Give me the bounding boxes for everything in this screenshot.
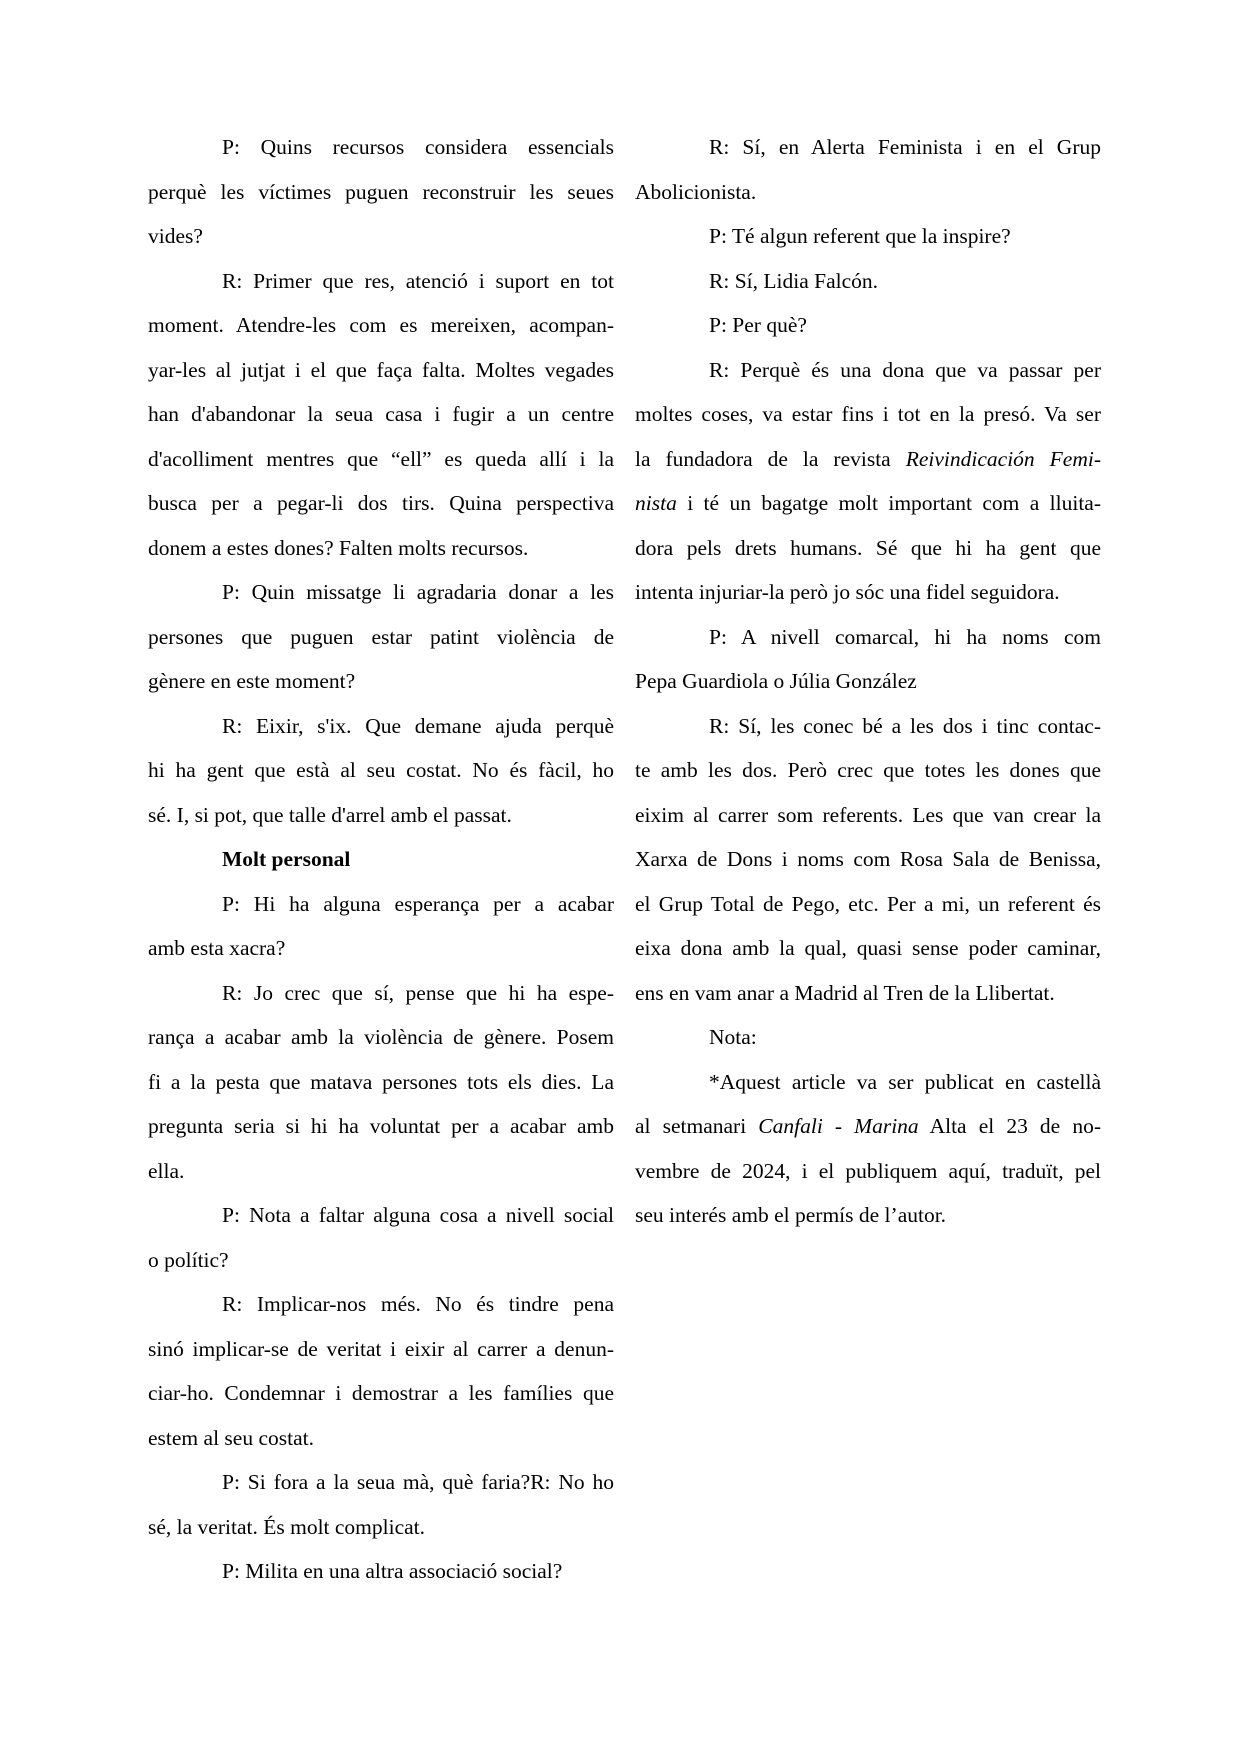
paragraph	[148, 259, 614, 571]
text-line	[148, 259, 614, 304]
text-line	[635, 1149, 1101, 1194]
text-line	[148, 659, 614, 704]
text-line	[635, 259, 1101, 304]
text-segment: P: Quin missatge li agradaria donar a les	[222, 580, 614, 604]
text-segment: R: Sí, les conec bé a les dos i tinc contac-	[709, 713, 1101, 738]
paragraph	[148, 1549, 614, 1594]
text-line	[148, 1282, 614, 1327]
text-segment: P: Hi ha alguna esperança per a acabar	[222, 891, 614, 916]
text-segment: R: Sí, Lidia Falcón.	[709, 268, 879, 293]
text-line	[635, 1060, 1101, 1105]
text-segment: o polític?	[148, 1247, 229, 1272]
text-segment: R: Perquè és una dona que va passar per	[709, 357, 1101, 382]
text-line	[635, 793, 1101, 838]
text-line	[635, 481, 1101, 526]
text-line	[148, 1149, 614, 1194]
paragraph	[635, 348, 1101, 615]
text-segment: perquè les víctimes puguen reconstruir les seues	[148, 179, 614, 204]
paragraph	[148, 971, 614, 1194]
text-line	[148, 971, 614, 1016]
paragraph	[635, 303, 1101, 348]
paragraph	[148, 882, 614, 971]
text-segment: moltes coses, va estar fins i tot en la presó. Va ser	[635, 402, 1101, 426]
text-segment: Molt personal	[222, 847, 351, 871]
text-segment: P: Si fora a la seua mà, què faria?R: No ho	[222, 1470, 614, 1494]
paragraph	[148, 125, 614, 259]
text-line	[148, 1104, 614, 1149]
paragraph	[635, 615, 1101, 704]
text-segment: P: Quins recursos considera essencials	[222, 135, 614, 159]
text-segment: amb esta xacra?	[148, 936, 286, 960]
text-line	[635, 526, 1101, 571]
text-line	[635, 392, 1101, 437]
text-line	[148, 348, 614, 393]
text-segment: fi a la pesta que matava persones tots els dies. La	[148, 1069, 614, 1094]
text-segment: persones que puguen estar patint violència de	[148, 624, 614, 649]
text-segment: intenta injuriar-la però jo sóc una fidel seguidora.	[635, 580, 1060, 604]
text-column-left	[148, 125, 614, 1594]
text-segment: P: Milita en una altra associació social?	[222, 1559, 563, 1583]
text-segment: sinó implicar-se de veritat i eixir al carrer a denun-	[148, 1336, 614, 1361]
text-line	[148, 1060, 614, 1105]
text-line	[148, 615, 614, 660]
text-line	[148, 437, 614, 482]
text-segment: ens en vam anar a Madrid al Tren de la Llibertat.	[635, 980, 1055, 1005]
text-line	[148, 1371, 614, 1416]
text-line	[635, 971, 1101, 1016]
text-segment: P: A nivell comarcal, hi ha noms com	[709, 624, 1101, 649]
text-line	[635, 170, 1101, 215]
text-line	[148, 837, 614, 882]
paragraph	[635, 259, 1101, 304]
text-segment: hi ha gent que està al seu costat. No és fàcil, ho	[148, 758, 614, 782]
text-line	[148, 392, 614, 437]
text-segment: vembre de 2024, i el publiquem aquí, traduït, pel	[635, 1158, 1101, 1183]
text-segment: pregunta seria si hi ha voluntat per a acabar amb	[148, 1114, 614, 1138]
text-line	[635, 1015, 1101, 1060]
text-segment: R: Sí, en Alerta Feminista i en el Grup	[709, 135, 1101, 159]
text-line	[148, 1416, 614, 1461]
text-segment: i té un bagatge molt important com a lluita-	[676, 491, 1101, 515]
paragraph	[148, 1460, 614, 1549]
text-line	[635, 570, 1101, 615]
text-segment: P: Per què?	[709, 313, 807, 337]
text-line	[148, 1505, 614, 1550]
text-segment: Xarxa de Dons i noms com Rosa Sala de Benissa,	[635, 847, 1101, 871]
text-line	[635, 303, 1101, 348]
paragraph	[635, 704, 1101, 1016]
text-segment: la fundadora de la revista	[635, 446, 906, 471]
text-line	[148, 1238, 614, 1283]
text-line	[148, 704, 614, 749]
text-line	[148, 1015, 614, 1060]
text-line	[635, 1104, 1101, 1149]
text-segment: estem al seu costat.	[148, 1425, 314, 1450]
two-column-text-area	[148, 125, 1101, 1594]
text-segment: P: Té algun referent que la inspire?	[709, 224, 1011, 248]
text-segment: R: Implicar-nos més. No és tindre pena	[222, 1292, 614, 1316]
text-segment: el Grup Total de Pego, etc. Per a mi, un referent és	[635, 891, 1101, 916]
text-segment: Abolicionista.	[635, 179, 757, 204]
text-line	[148, 1549, 614, 1594]
text-segment: seu interés amb el permís de l’autor.	[635, 1203, 947, 1227]
text-line	[635, 1193, 1101, 1238]
text-line	[635, 659, 1101, 704]
paragraph	[148, 1282, 614, 1460]
text-segment: yar-les al jutjat i el que faça falta. Moltes vegades	[148, 357, 614, 382]
text-line	[148, 170, 614, 215]
text-line	[148, 303, 614, 348]
text-segment: R: Eixir, s'ix. Que demane ajuda perquè	[222, 713, 614, 738]
text-line	[148, 125, 614, 170]
text-column-right	[635, 125, 1101, 1594]
text-segment: donem a estes dones? Falten molts recursos.	[148, 535, 529, 560]
text-line	[148, 1327, 614, 1372]
text-line	[635, 214, 1101, 259]
paragraph	[148, 704, 614, 838]
text-segment: d'acolliment mentres que “ell” es queda allí i la	[148, 446, 614, 471]
text-segment: rança a acabar amb la violència de gènere. Posem	[148, 1025, 614, 1049]
text-line	[635, 125, 1101, 170]
text-segment: moment. Atendre-les com es mereixen, acompan-	[148, 313, 614, 337]
text-segment: Pepa Guardiola o Júlia González	[635, 669, 917, 693]
text-line	[635, 748, 1101, 793]
text-segment: dora pels drets humans. Sé que hi ha gent que	[635, 535, 1101, 560]
text-line	[148, 214, 614, 259]
italic-text-segment: nista	[635, 491, 677, 515]
text-line	[148, 1193, 614, 1238]
paragraph	[635, 214, 1101, 259]
text-line	[148, 748, 614, 793]
paragraph	[148, 570, 614, 704]
text-segment: eixim al carrer som referents. Les que van crear la	[635, 802, 1101, 827]
text-line	[148, 926, 614, 971]
text-segment: gènere en este moment?	[148, 669, 356, 693]
paragraph	[635, 1060, 1101, 1238]
text-segment: vides?	[148, 224, 203, 248]
text-segment: Nota:	[709, 1025, 757, 1049]
text-line	[635, 437, 1101, 482]
text-segment: R: Primer que res, atenció i suport en tot	[222, 268, 614, 293]
text-segment: Alta el 23 de no-	[918, 1114, 1101, 1138]
text-segment: P: Nota a faltar alguna cosa a nivell social	[222, 1203, 614, 1227]
text-line	[148, 882, 614, 927]
text-line	[635, 837, 1101, 882]
text-segment: te amb les dos. Però crec que totes les dones que	[635, 758, 1101, 782]
text-line	[635, 926, 1101, 971]
text-segment: busca per a pegar-li dos tirs. Quina perspectiva	[148, 491, 614, 515]
text-line	[635, 615, 1101, 660]
text-segment: *Aquest article va ser publicat en castellà	[709, 1069, 1101, 1094]
italic-text-segment: Reivindicación Femi-	[905, 446, 1101, 471]
text-line	[635, 348, 1101, 393]
italic-text-segment: Canfali - Marina	[758, 1114, 919, 1138]
text-line	[148, 570, 614, 615]
text-segment: sé. I, si pot, que talle d'arrel amb el passat.	[148, 802, 512, 827]
text-line	[148, 793, 614, 838]
text-segment: R: Jo crec que sí, pense que hi ha espe-	[222, 980, 614, 1005]
paragraph	[635, 125, 1101, 214]
paragraph	[635, 1015, 1101, 1060]
text-line	[148, 1460, 614, 1505]
text-line	[148, 526, 614, 571]
text-segment: eixa dona amb la qual, quasi sense poder caminar,	[635, 936, 1101, 960]
text-segment: al setmanari	[635, 1114, 759, 1138]
section-heading	[148, 837, 614, 882]
text-line	[148, 481, 614, 526]
text-line	[635, 882, 1101, 927]
text-segment: ciar-ho. Condemnar i demostrar a les famílies que	[148, 1381, 614, 1405]
text-segment: ella.	[148, 1158, 185, 1183]
text-line	[635, 704, 1101, 749]
paragraph	[148, 1193, 614, 1282]
text-segment: han d'abandonar la seua casa i fugir a un centre	[148, 402, 614, 426]
text-segment: sé, la veritat. És molt complicat.	[148, 1514, 426, 1539]
